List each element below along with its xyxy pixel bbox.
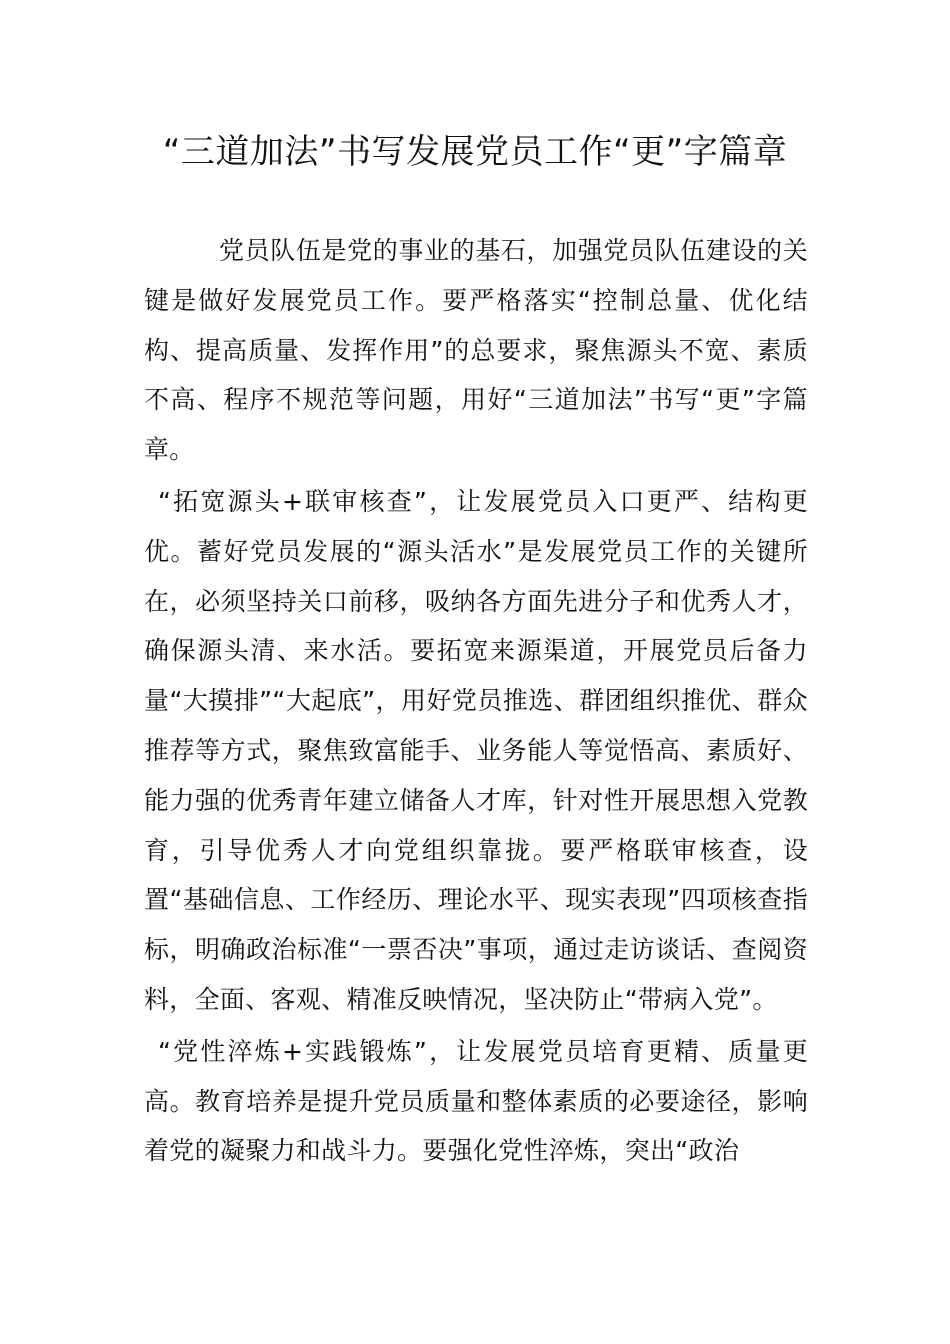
paragraph-intro: 党员队伍是党的事业的基石，加强党员队伍建设的关键是做好发展党员工作。要严格落实“控制总量、优化结构、提高质量、发挥作用”的总要求，聚焦源头不宽、素质不高、程序不规范等问题，用好“三道加法”书写“更”字篇章。 <box>144 236 808 465</box>
paragraph-party-training: “党性淬炼+实践锻炼”，让发展党员培育更精、质量更高。教育培养是提升党员质量和整体素质的必要途径，影响着党的凝聚力和战斗力。要强化党性淬炼，突出“政治 <box>144 1036 808 1166</box>
document-body <box>144 226 808 1176</box>
paragraph-source-review: “拓宽源头+联审核查”，让发展党员入口更严、结构更优。蓄好党员发展的“源头活水”是发展党员工作的关键所在，必须坚持关口前移，吸纳各方面先进分子和优秀人才，确保源头清、来水活。要拓宽来源渠道，开展党员后备力量“大摸排”“大起底”，用好党员推选、群团组织推优、群众推荐等方式，聚焦致富能手、业务能人等觉悟高、素质好、能力强的优秀青年建立储备人才库，针对性开展思想入党教育，引导优秀人才向党组织靠拢。要严格联审核查，设置“基础信息、工作经历、理论水平、现实表现”四项核查指标，明确政治标准“一票否决”事项，通过走访谈话、查阅资料，全面、客观、精准反映情况，坚决防止“带病入党”。 <box>144 486 808 1014</box>
document-title: “三道加法”书写发展党员工作“更”字篇章 <box>162 132 788 172</box>
